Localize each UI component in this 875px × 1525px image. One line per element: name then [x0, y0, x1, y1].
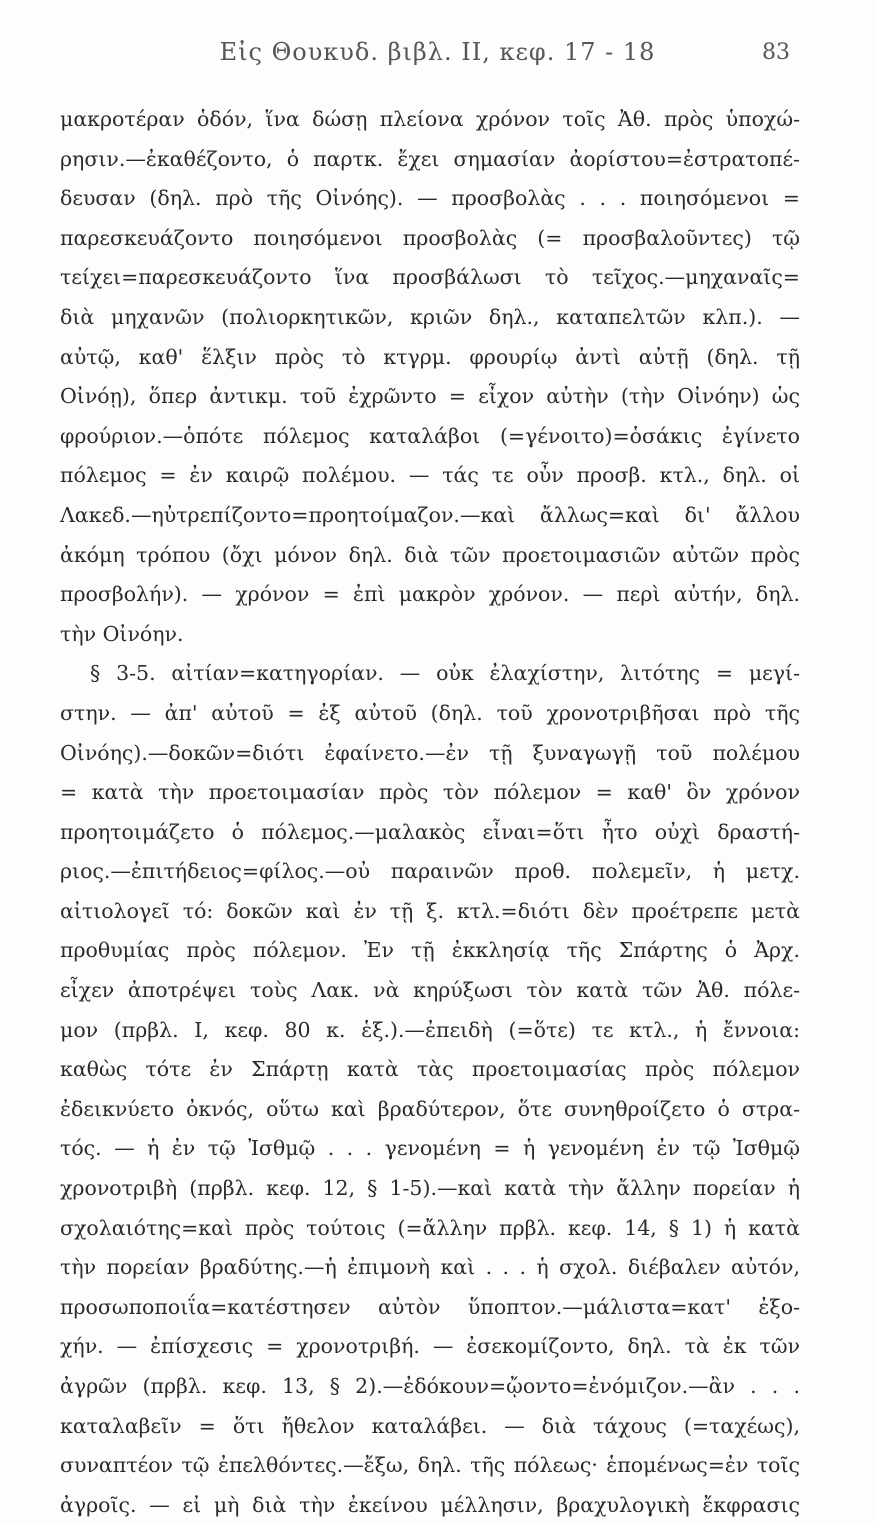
text-line: μακροτέραν ὁδόν, ἵνα δώσῃ πλείονα χρόνον τοῖς Ἀθ. πρὸς ὑποχώ-	[60, 107, 800, 131]
text-line: προσβολήν). — χρόνον = ἐπὶ μακρὸν χρόνον. — περὶ αὐτήν, δηλ.	[60, 582, 800, 607]
text-line: ρησιν.—ἐκαθέζοντο, ὁ παρτκ. ἔχει σημασίαν ἀορίστου=ἐστρατοπέ-	[60, 146, 800, 171]
text-line: σχολαιότης=καὶ πρὸς τούτοις (=ἄλλην πρβλ. κεφ. 14, § 1) ἡ κατὰ	[60, 1215, 800, 1240]
text-line: διὰ μηχανῶν (πολιορκητικῶν, κριῶν δηλ., καταπελτῶν κλπ.). —	[60, 304, 800, 329]
text-line: ριος.—ἐπιτήδειος=φίλος.—οὐ παραινῶν προθ. πολεμεῖν, ἡ μετχ.	[60, 859, 800, 884]
text-line: καθὼς τότε ἐν Σπάρτῃ κατὰ τὰς προετοιμασίας πρὸς πόλεμον	[60, 1057, 800, 1082]
text-line: ἀγρῶν (πρβλ. κεφ. 13, § 2).—ἐδόκουν=ᾤοντο=ἐνόμιζον.—ἂν . . .	[60, 1374, 800, 1398]
text-line: ἀκόμη τρόπου (ὄχι μόνον δηλ. διὰ τῶν προετοιμασιῶν αὐτῶν πρὸς	[60, 542, 800, 567]
text-line: τείχει=παρεσκευάζοντο ἵνα προσβάλωσι τὸ τεῖχος.—μηχαναῖς=	[60, 265, 800, 290]
text-line: ἐδεικνύετο ὀκνός, οὕτω καὶ βραδύτερον, ὅτε συνηθροίζετο ὁ στρα-	[60, 1096, 800, 1121]
text-line: φρούριον.—ὁπότε πόλεμος καταλάβοι (=γένοιτο)=ὁσάκις ἐγίνετο	[60, 423, 800, 448]
text-line: καταλαβεῖν = ὅτι ἤθελον καταλάβει. — διὰ τάχους (=ταχέως),	[60, 1413, 800, 1438]
text-line: § 3-5. αἰτίαν=κατηγορίαν. — οὐκ ἐλαχίστην, λιτότης = μεγί-	[90, 661, 800, 686]
text-line: τός. — ἡ ἐν τῷ Ἰσθμῷ . . . γενομένη = ἡ γενομένη ἐν τῷ Ἰσθμῷ	[60, 1136, 800, 1161]
text-line: μον (πρβλ. I, κεφ. 80 κ. ἑξ.).—ἐπειδὴ (=ὅτε) τε κτλ., ἡ ἔννοια:	[60, 1017, 800, 1042]
text-line: πόλεμος = ἐν καιρῷ πολέμου. — τάς τε οὖν προσβ. κτλ., δηλ. οἱ	[60, 463, 800, 488]
text-line: τὴν Οἰνόην.	[60, 621, 184, 646]
text-line: συναπτέον τῷ ἐπελθόντες.—ἔξω, δηλ. τῆς πόλεως· ἑπομένως=ἐν τοῖς	[60, 1453, 800, 1478]
text-line: παρεσκευάζοντο ποιησόμενοι προσβολὰς (= προσβαλοῦντες) τῷ	[60, 225, 800, 250]
text-line: προθυμίας πρὸς πόλεμον. Ἐν τῇ ἐκκλησίᾳ τῆς Σπάρτης ὁ Ἀρχ.	[60, 938, 800, 963]
text-line: χήν. — ἐπίσχεσις = χρονοτριβή. — ἐσεκομίζοντο, δηλ. τὰ ἐκ τῶν	[60, 1334, 800, 1359]
text-line: = κατὰ τὴν προετοιμασίαν πρὸς τὸν πόλεμον = καθ' ὃν χρόνον	[60, 780, 800, 805]
text-line: χρονοτριβὴ (πρβλ. κεφ. 12, § 1-5).—καὶ κατὰ τὴν ἄλλην πορείαν ἡ	[60, 1176, 800, 1201]
text-line: εἶχεν ἀποτρέψει τοὺς Λακ. νὰ κηρύξωσι τὸν κατὰ τῶν Ἀθ. πόλε-	[60, 978, 800, 1003]
text-line: προητοιμάζετο ὁ πόλεμος.—μαλακὸς εἶναι=ὅτι ἦτο οὐχὶ δραστή-	[60, 819, 800, 844]
text-line: Οἰνόῃ), ὅπερ ἀντικμ. τοῦ ἐχρῶντο = εἶχον αὐτὴν (τὴν Οἰνόην) ὡς	[60, 384, 800, 409]
text-line: Οἰνόης).—δοκῶν=διότι ἐφαίνετο.—ἐν τῇ ξυναγωγῇ τοῦ πολέμου	[60, 740, 800, 765]
text-line: προσωποποιΐα=κατέστησεν αὐτὸν ὕποπτον.—μάλιστα=κατ' ἐξο-	[60, 1294, 800, 1319]
page-number: 83	[762, 40, 790, 65]
running-title: Εἰς Θουκυδ. βιβλ. II, κεφ. 17 - 18	[219, 38, 656, 66]
text-line: δευσαν (δηλ. πρὸ τῆς Οἰνόης). — προσβολὰς . . . ποιησόμενοι =	[60, 186, 800, 211]
commentary-text	[60, 100, 800, 1525]
text-line: στην. — ἀπ' αὐτοῦ = ἐξ αὐτοῦ (δηλ. τοῦ χρονοτριβῆσαι πρὸ τῆς	[60, 700, 800, 725]
text-line: ἀγροῖς. — εἰ μὴ διὰ τὴν ἐκείνου μέλλησιν, βραχυλογικὴ ἔκφρασις	[60, 1492, 800, 1517]
text-line: αἰτιολογεῖ τό: δοκῶν καὶ ἐν τῇ ξ. κτλ.=διότι δὲν προέτρεπε μετὰ	[60, 898, 800, 923]
text-line: Λακεδ.—ηὐτρεπίζοντο=προητοίμαζον.—καὶ ἄλλως=καὶ δι' ἄλλου	[60, 502, 800, 527]
text-line: αὐτῷ, καθ' ἕλξιν πρὸς τὸ κτγρμ. φρουρίῳ ἀντὶ αὐτῇ (δηλ. τῇ	[60, 344, 800, 369]
text-line: τὴν πορείαν βραδύτης.—ἡ ἐπιμονὴ καὶ . . . ἡ σχολ. διέβαλεν αὐτόν,	[60, 1255, 800, 1280]
